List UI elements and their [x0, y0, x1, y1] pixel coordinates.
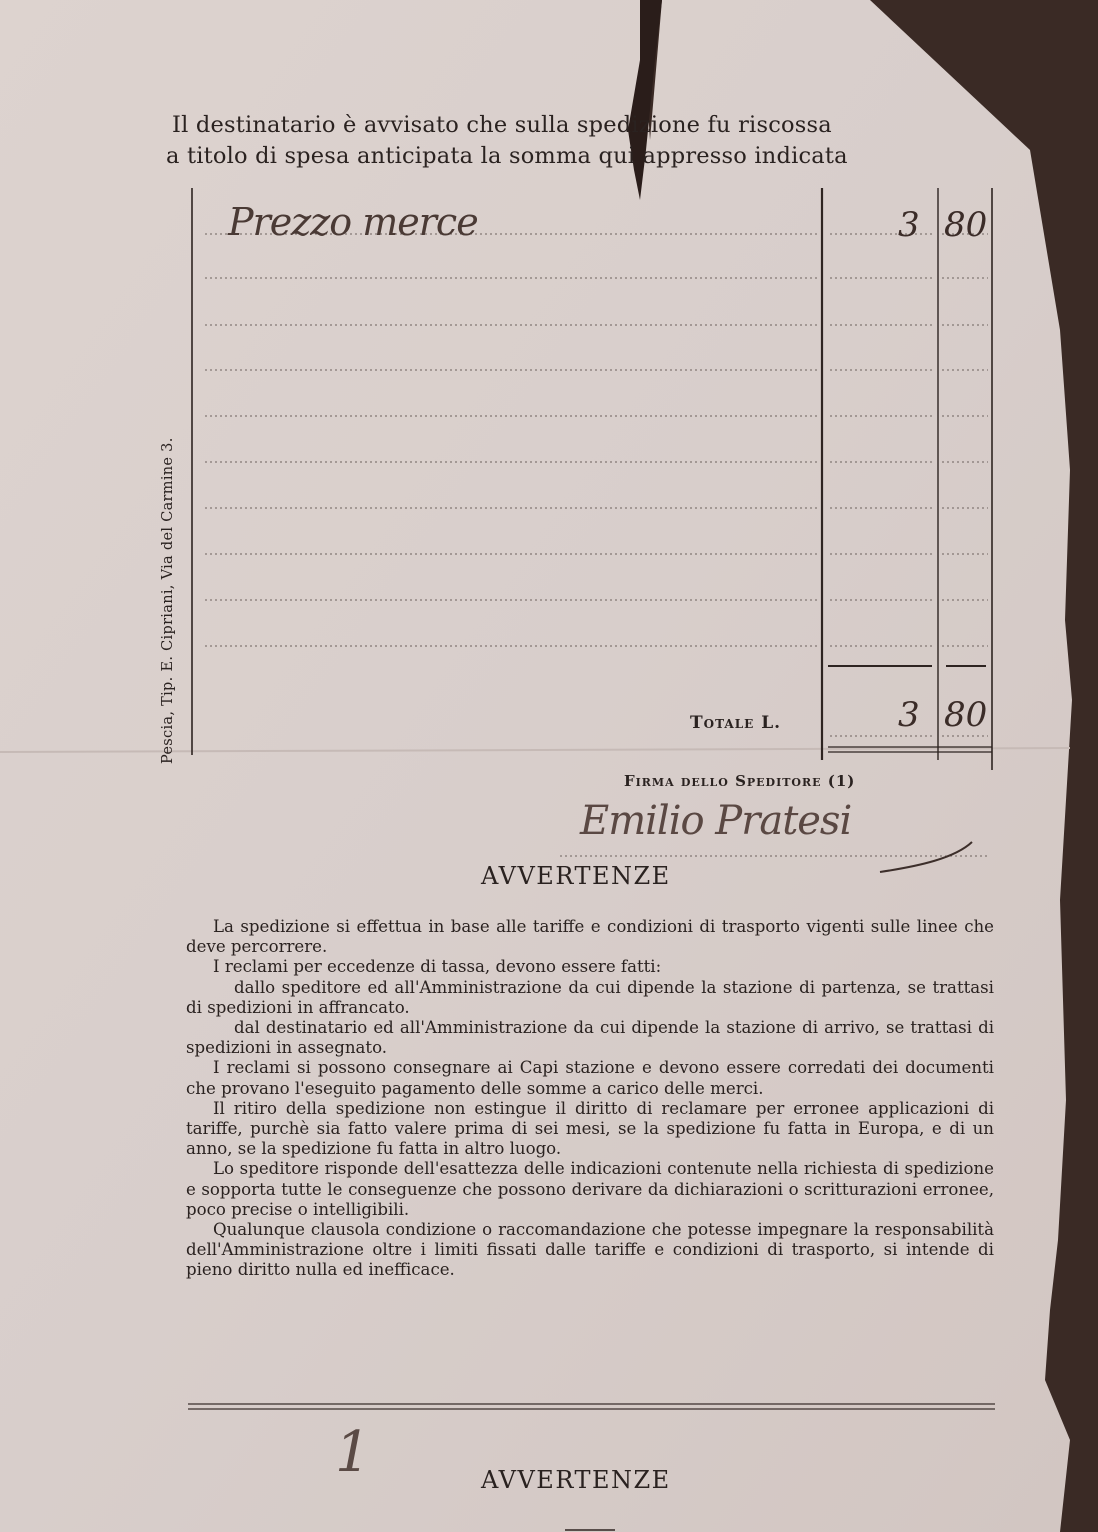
- printer-imprint: Pescia, Tip. E. Cipriani, Via del Carmine 3.: [160, 437, 176, 764]
- charge-description: Prezzo merce: [228, 200, 478, 244]
- warning-paragraph-5: I reclami si possono consegnare ai Capi stazione e devono essere corredati dei documenti che provano l'eseguito pagamento delle somme a carico delle merci.: [186, 1058, 994, 1098]
- warning-paragraph-2: I reclami per eccedenze di tassa, devono essere fatti:: [213, 957, 662, 977]
- warning-paragraph-3: dallo speditore ed all'Amministrazione da cui dipende la stazione di partenza, se trattasi di spedizioni in affrancato.: [186, 977, 994, 1017]
- total-cents: 80: [944, 695, 988, 735]
- notice-line-2: a titolo di spesa anticipata la somma qui appresso indicata: [166, 143, 848, 169]
- signature-name: Emilio Pratesi: [580, 798, 852, 844]
- signature-label: Firma dello Speditore (1): [624, 772, 856, 790]
- warnings-body: [186, 917, 994, 1281]
- charge-cents: 80: [944, 205, 988, 245]
- warning-paragraph-8: Qualunque clausola condizione o raccomandazione che potesse impegnare la responsabilità dell'Amministrazione oltre i limiti fissati dalle tariffe e condizioni di trasporto, si intende di pieno diritto nulla ed inefficace.: [186, 1220, 994, 1280]
- total-label: Totale L.: [690, 713, 782, 733]
- notice-line-1: Il destinatario è avvisato che sulla spedizione fu riscossa: [172, 112, 832, 138]
- warning-paragraph-7: Lo speditore risponde dell'esattezza delle indicazioni contenute nella richiesta di spedizione e sopporta tutte le conseguenze che possono derivare da dichiarazioni o scritturazioni erronee, poco precise o intelligibili.: [186, 1159, 994, 1219]
- warning-paragraph-4: dal destinatario ed all'Amministrazione da cui dipende la stazione di arrivo, se trattasi di spedizioni in assegnato.: [186, 1018, 994, 1058]
- warning-paragraph-1: La spedizione si effettua in base alle tariffe e condizioni di trasporto vigenti sulle linee che deve percorrere.: [186, 917, 994, 957]
- footnote-mark: 1: [335, 1420, 370, 1485]
- warnings-heading: AVVERTENZE: [481, 862, 671, 890]
- warning-paragraph-6: Il ritiro della spedizione non estingue il diritto di reclamare per erronee applicazioni di tariffe, purchè sia fatto valere prima di sei mesi, se la spedizione fu fatta in Europa, e di un anno, se la spedizione fu fatta in altro luogo.: [186, 1098, 994, 1159]
- total-lire: 3: [898, 695, 920, 735]
- second-warnings-heading: AVVERTENZE: [481, 1466, 671, 1494]
- charge-lire: 3: [898, 205, 920, 245]
